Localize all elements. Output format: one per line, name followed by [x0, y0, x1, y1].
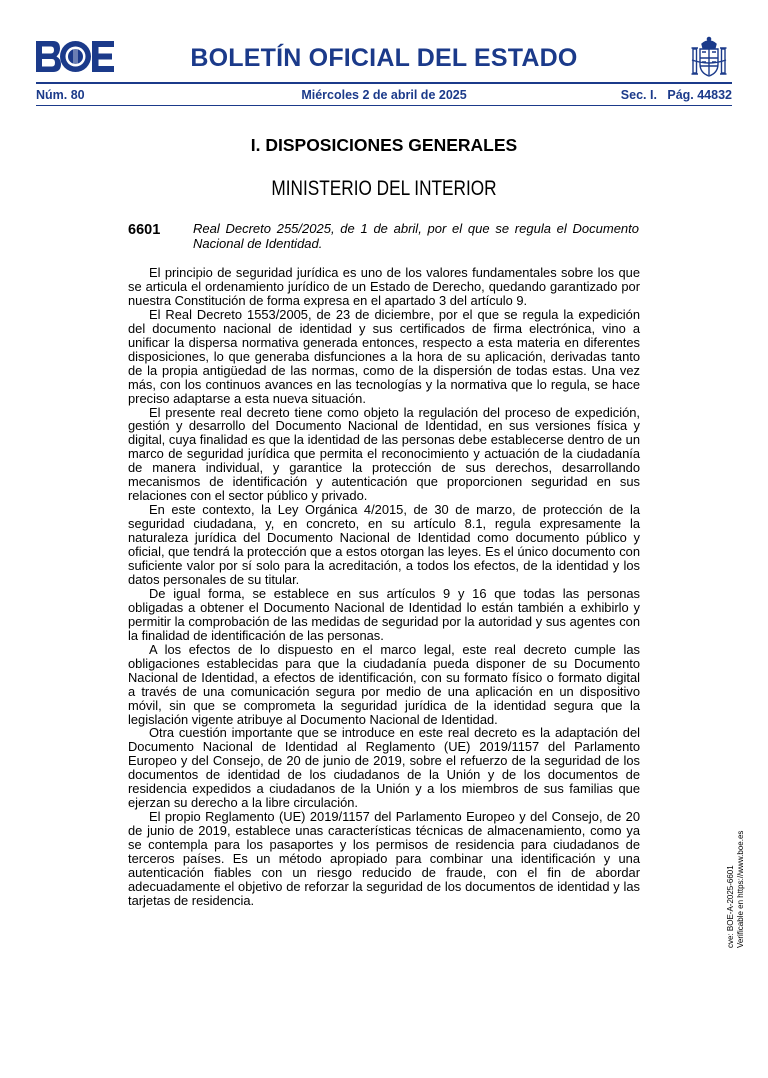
document-body [128, 266, 640, 908]
document-title: Real Decreto 255/2025, de 1 de abril, por el que se regula el Documento Nacional de Identidad. [193, 221, 639, 252]
paragraph: El principio de seguridad jurídica es uno de los valores fundamentales sobre los que se articula el ordenamiento jurídico de un Estado de Derecho, quedando garantizado por nuestra Constitución de forma expresa en el apartado 3 del artículo 9. [128, 265, 640, 308]
cve-code: cve: BOE-A-2025-6601 [726, 865, 735, 948]
journal-title: BOLETÍN OFICIAL DEL ESTADO [190, 44, 578, 72]
verification-margin [726, 830, 750, 1078]
header-rule-top [36, 82, 732, 84]
paragraph: Otra cuestión importante que se introduce en este real decreto es la adaptación del Documento Nacional de Identidad al Reglamento (UE) 2019/1157 del Parlamento Europeo y del Consejo, de 20 de junio de 2019, sobre el refuerzo de la seguridad de los documentos de identidad de los ciudadanos de la Unión y de los documentos de residencia expedidos a ciudadanos de la Unión y a los miembros de sus familias que ejerzan su derecho a la libre circulación. [128, 725, 640, 811]
paragraph: De igual forma, se establece en sus artículos 9 y 16 que todas las personas obligadas a obtener el Documento Nacional de Identidad lo están también a exhibirlo y permitir la comprobación de las medidas de seguridad por la autoridad y sus agentes con la finalidad de identificación de las personas. [128, 585, 640, 643]
paragraph: El propio Reglamento (UE) 2019/1157 del Parlamento Europeo y del Consejo, de 20 de junio de 2019, establece unas características técnicas de almacenamiento, como ya se contempla para los pasaportes y los permisos de residencia para ciudadanos de terceros países. Es un método apropiado para combinar una identificación y una autenticación fiables con un riesgo reducido de fraude, con el fin de abordar adecuadamente el objetivo de reforzar la seguridad de los documentos de identidad y las tarjetas de residencia. [128, 809, 640, 908]
section-page [614, 88, 732, 102]
paragraph: En este contexto, la Ley Orgánica 4/2015, de 30 de marzo, de protección de la seguridad ciudadana, y, en concreto, en su artículo 8.1, regula expresamente la naturaleza jurídica del Documento Nacional de Identidad como documento público y oficial, que tendrá la protección que a estos otorgan las leyes. Es el único documento con suficiente valor por sí solo para la acreditación, a todos los efectos, de la identidad y los datos personales de su titular. [128, 502, 640, 587]
issue-number: Núm. 80 [36, 88, 85, 102]
page-number: Pág. 44832 [667, 88, 732, 102]
document-number: 6601 [128, 222, 161, 238]
ministry-title: MINISTERIO DEL INTERIOR [271, 177, 497, 200]
paragraph: El presente real decreto tiene como objeto la regulación del proceso de expedición, gestión y desarrollo del Documento Nacional de Identidad, en sus versiones física y digital, cuya finalidad es que la identidad de las personas debe establecerse dentro de un marco de seguridad jurídica que permita el reconocimiento y actuación de la ciudadanía de manera individual, y garantice la protección de sus derechos, desarrollando mecanismos de identificación y autenticación que proporcionen seguridad en sus relaciones con el sector público y privado. [128, 404, 640, 504]
paragraph: El Real Decreto 1553/2005, de 23 de diciembre, por el que se regula la expedición del documento nacional de identidad y sus certificados de firma electrónica, vino a unificar la dispersa normativa generada entonces, respecto a esta materia en diferentes disposiciones, lo que generaba disfunciones a la hora de su aplicación, derivadas tanto de la propia antigüedad de las normas, como de la dispersión de todas estas. Una vez más, con los continuos avances en las tecnologías y la normativa que lo regula, se hace preciso adaptarse a esta nueva situación. [128, 306, 640, 406]
verify-link[interactable]: Verificable en https://www.boe.es [736, 830, 745, 948]
paragraph: A los efectos de lo dispuesto en el marco legal, este real decreto cumple las obligaciones establecidas para que la ciudadanía pueda disponer de su Documento Nacional de Identidad, a efectos de identificación, con su formato físico o formato digital a través de una comunicación segura por medio de una aplicación en un dispositivo móvil, sin que se comprometa la seguridad jurídica de la identidad segura que la legislación vigente atribuye al Documento Nacional de Identidad. [128, 641, 640, 727]
header-rule-bottom [36, 105, 732, 106]
coat-of-arms-icon [689, 36, 729, 80]
issue-date: Miércoles 2 de abril de 2025 [301, 88, 467, 102]
section-label: Sec. I. [620, 88, 657, 102]
section-title: I. DISPOSICIONES GENERALES [250, 135, 518, 155]
